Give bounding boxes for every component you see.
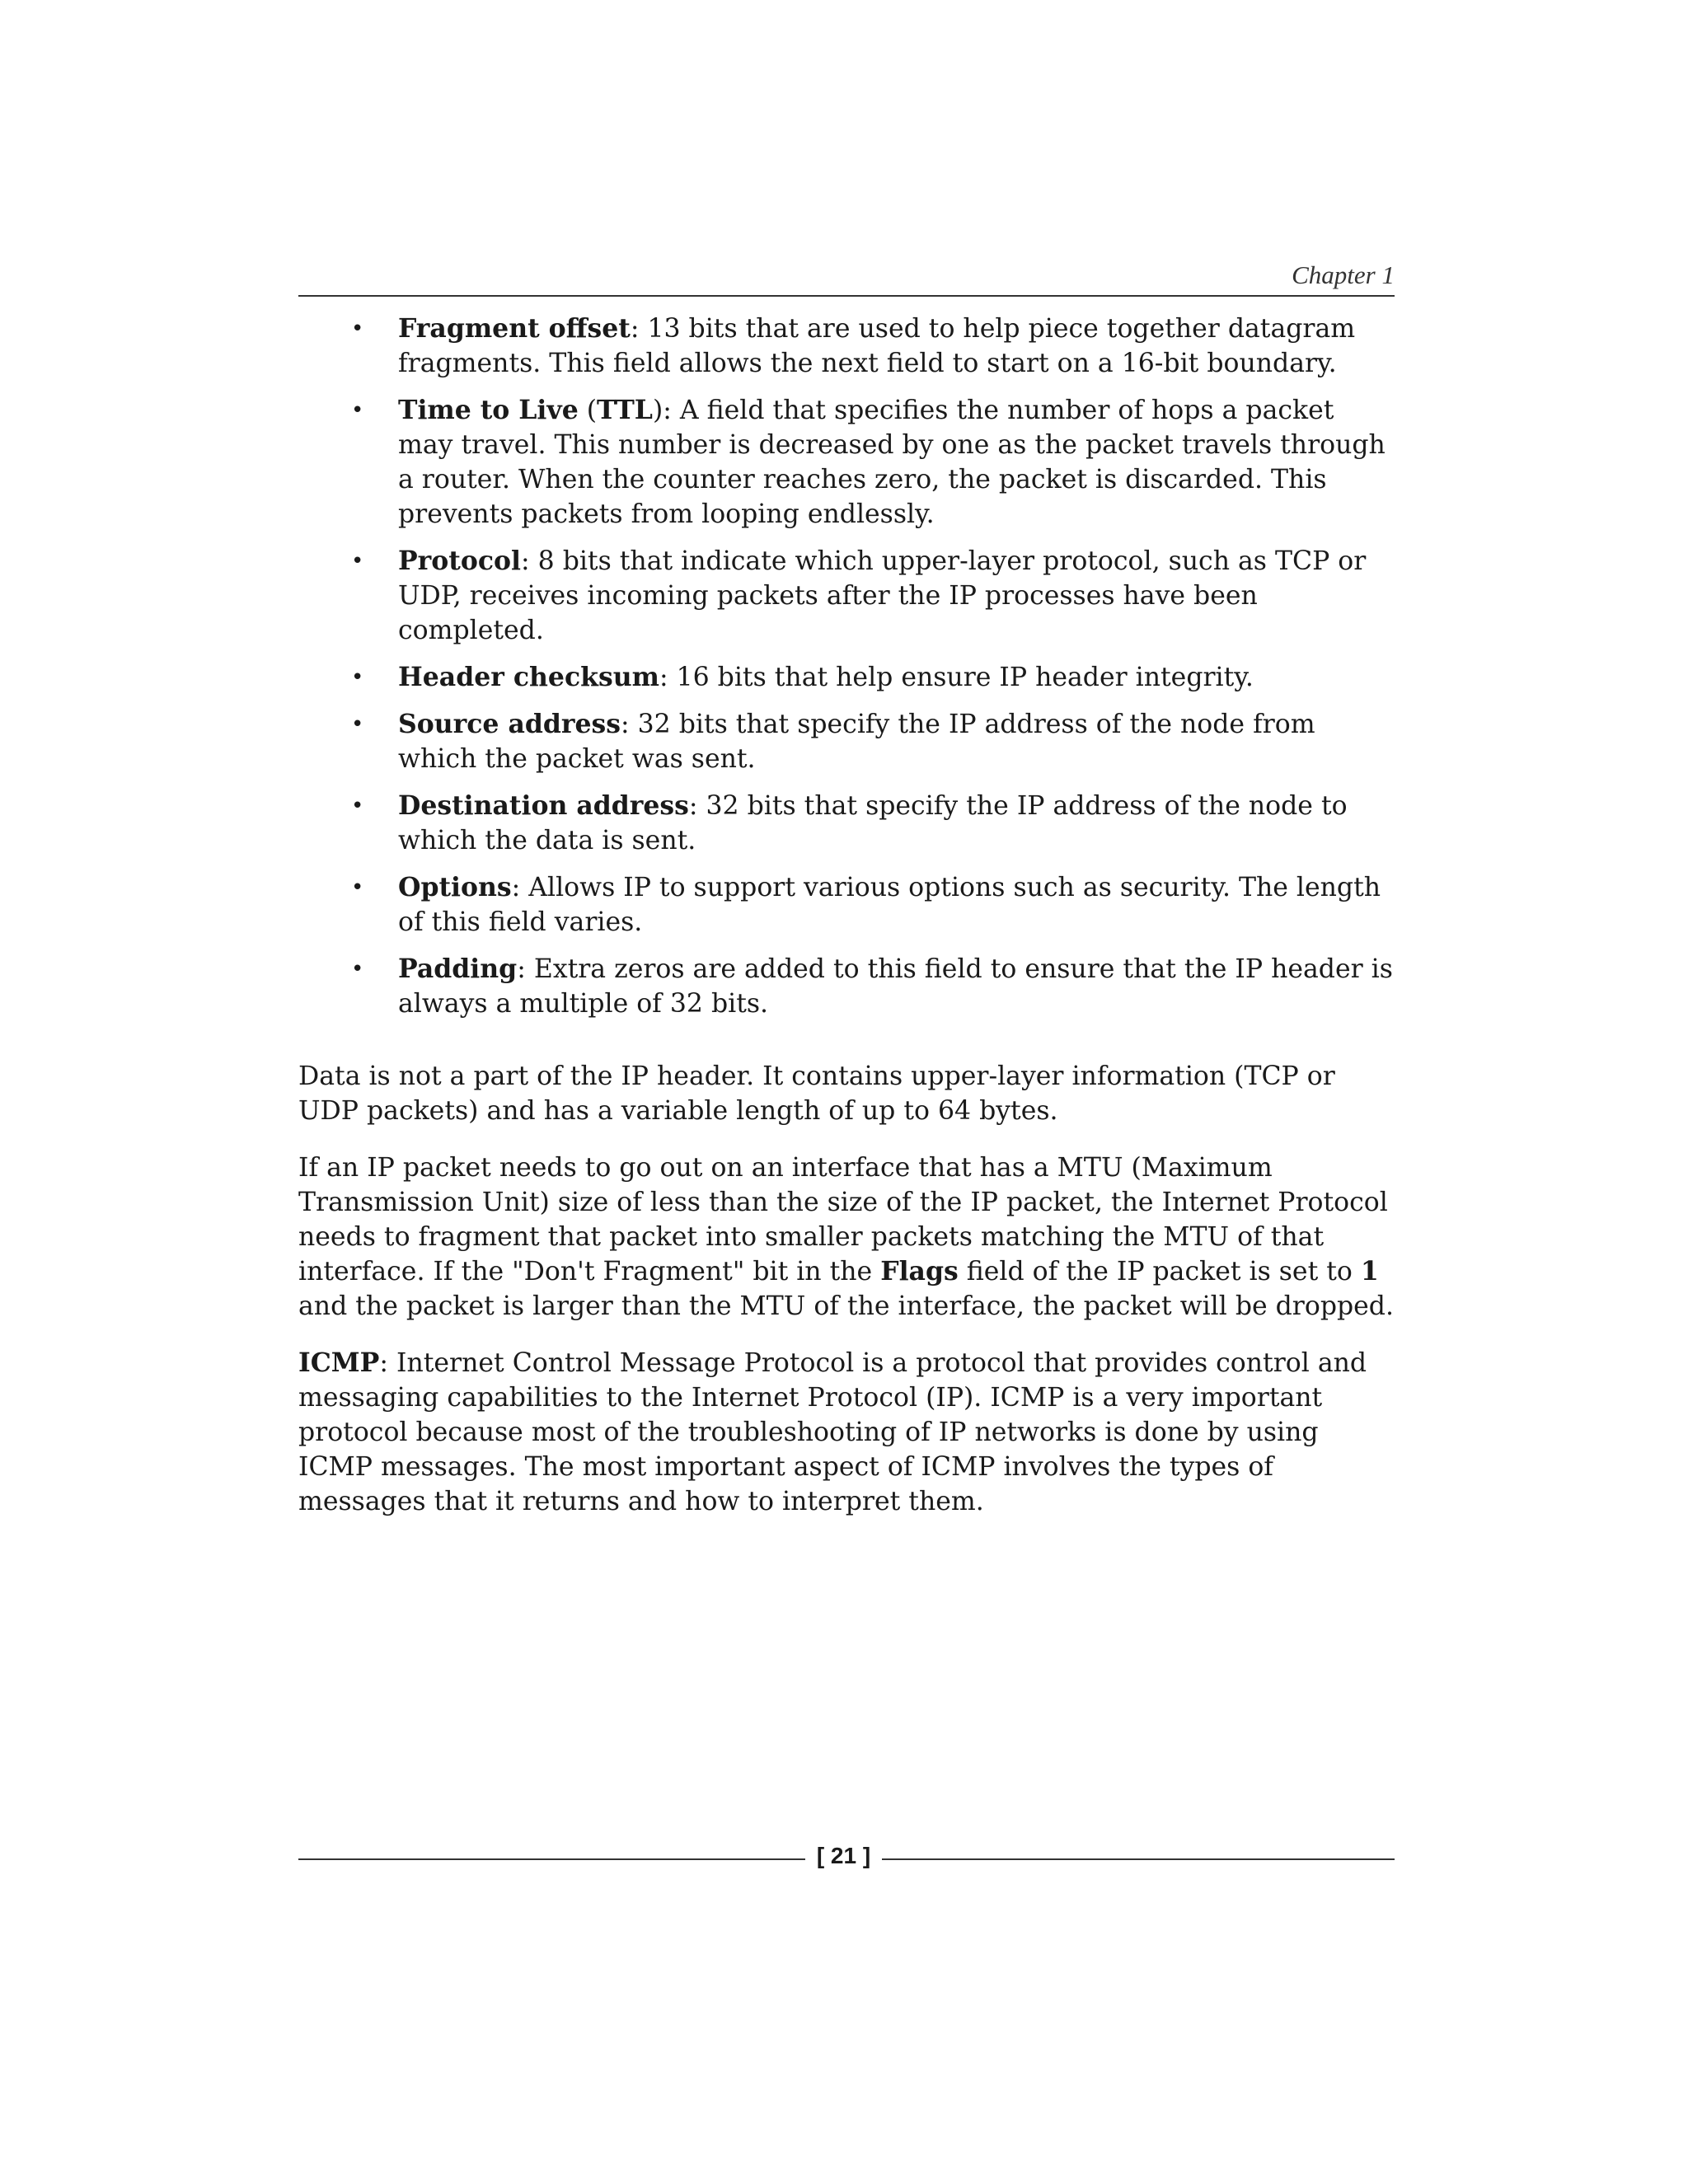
field-description: : 13 bits that are used to help piece together datagram fragments. This field allows the next field to start on a 16-bit boundary. (398, 314, 1356, 378)
bullet-icon: • (351, 316, 364, 341)
page-number: [ 21 ] (816, 1843, 871, 1868)
field-term: Protocol (398, 546, 522, 576)
field-term-abbreviation: TTL (597, 395, 653, 425)
page-body (298, 312, 1395, 1541)
field-term: Options (398, 872, 512, 902)
field-description: : 32 bits that specify the IP address of the node to which the data is sent. (398, 791, 1348, 855)
mtu-text-3: and the packet is larger than the MTU of the interface, the packet will be dropped. (298, 1291, 1394, 1321)
list-item (298, 544, 1395, 648)
bullet-icon: • (351, 875, 364, 900)
ip-header-field-list (298, 312, 1395, 1021)
list-item (298, 312, 1395, 381)
field-term: Destination address (398, 790, 689, 821)
mtu-text-1: If an IP packet needs to go out on an interface that has a MTU (Maximum Transmission Unit) size of less than the size of the IP packet, the Internet Protocol needs to fragment that packet into smaller packets matching the MTU of that interface. If the "Don't Fragment" bit in the (298, 1153, 1388, 1286)
flags-term: Flags (880, 1256, 959, 1286)
icmp-paragraph (298, 1346, 1395, 1519)
field-term: Time to Live (398, 395, 579, 425)
bullet-icon: • (351, 712, 364, 737)
bullet-icon: • (351, 957, 364, 982)
field-description: : Extra zeros are added to this field to ensure that the IP header is always a multiple of 32 bits. (398, 954, 1393, 1019)
mtu-text-2: field of the IP packet is set to (958, 1257, 1361, 1286)
field-term: Source address (398, 709, 621, 739)
mtu-paragraph (298, 1151, 1395, 1324)
list-item (298, 789, 1395, 858)
field-description: : 32 bits that specify the IP address of the node from which the packet was sent. (398, 710, 1315, 774)
footer-rule-right (882, 1858, 1395, 1860)
bit-value: 1 (1360, 1256, 1379, 1286)
list-item (298, 870, 1395, 940)
running-header (298, 257, 1395, 297)
bullet-icon: • (351, 665, 364, 690)
page-footer (298, 1840, 1395, 1879)
field-description: : Allows IP to support various options such as security. The length of this field varies. (398, 873, 1381, 937)
field-description: ): A field that specifies the number of hops a packet may travel. This number is decreased by one as the packet travels through a router. When the counter reaches zero, the packet is discarded. This prevents packets from looping endlessly. (398, 396, 1386, 529)
icmp-description: : Internet Control Message Protocol is a protocol that provides control and messaging capabilities to the Internet Protocol (IP). ICMP is a very important protocol because most of the troubleshooting of IP networks is done by using ICMP messages. The most important aspect of ICMP involves the types of messages that it returns and how to interpret them. (298, 1348, 1367, 1516)
list-item (298, 952, 1395, 1021)
bullet-icon: • (351, 794, 364, 818)
field-term: Header checksum (398, 662, 659, 692)
field-term: Fragment offset (398, 313, 631, 344)
field-term: Padding (398, 954, 518, 984)
bullet-icon: • (351, 398, 364, 423)
list-item (298, 707, 1395, 776)
data-paragraph: Data is not a part of the IP header. It contains upper-layer information (TCP or UDP packets) and has a variable length of up to 64 bytes. (298, 1062, 1335, 1126)
list-item (298, 393, 1395, 532)
chapter-label: Chapter 1 (1292, 260, 1395, 289)
list-item (298, 660, 1395, 695)
field-description: : 16 bits that help ensure IP header integrity. (659, 663, 1254, 692)
footer-rule-left (298, 1858, 805, 1860)
bullet-icon: • (351, 549, 364, 574)
field-term-separator: ( (578, 396, 598, 425)
icmp-term: ICMP (298, 1347, 380, 1378)
field-description: : 8 bits that indicate which upper-layer protocol, such as TCP or UDP, receives incoming packets after the IP processes have been completed. (398, 546, 1367, 645)
